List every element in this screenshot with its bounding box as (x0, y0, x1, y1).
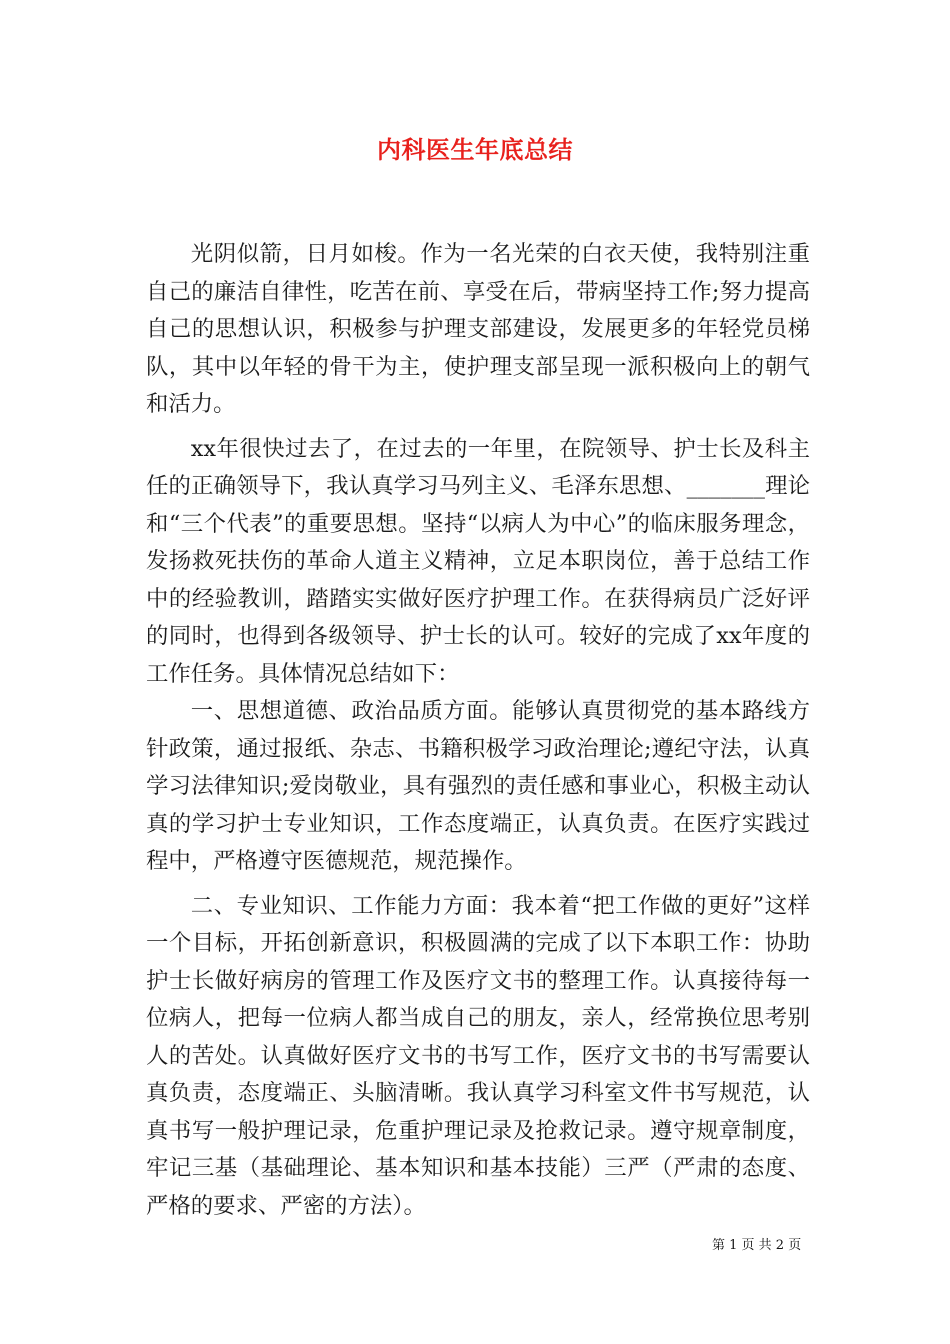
paragraph-section-two: 二、专业知识、工作能力方面：我本着“把工作做的更好”这样一个目标，开拓创新意识，积极圆满的完成了以下本职工作：协助护士长做好病房的管理工作及医疗文书的整理工作。认真接待每一位病人，把每一位病人都当成自己的朋友，亲人，经常换位思考别人的苦处。认真做好医疗文书的书写工作，医疗文书的书写需要认真负责，态度端正、头脑清晰。我认真学习科室文件书写规范，认真书写一般护理记录，危重护理记录及抢救记录。遵守规章制度，牢记三基（基础理论、基本知识和基本技能）三严（严肃的态度、严格的要求、严密的方法）。 (146, 892, 810, 1219)
paragraph-section-one: 一、思想道德、政治品质方面。能够认真贯彻党的基本路线方针政策，通过报纸、杂志、书籍积极学习政治理论;遵纪守法，认真学习法律知识;爱岗敬业，具有强烈的责任感和事业心，积极主动认真的学习护士专业知识，工作态度端正，认真负责。在医疗实践过程中，严格遵守医德规范，规范操作。 (146, 698, 810, 874)
paragraph-overview: xx年很快过去了，在过去的一年里，在院领导、护士长及科主任的正确领导下，我认真学习马列主义、毛泽东思想、_______理论和“三个代表”的重要思想。坚持“以病人为中心”的临床服务理念，发扬救死扶伤的革命人道主义精神，立足本职岗位，善于总结工作中的经验教训，踏踏实实做好医疗护理工作。在获得病员广泛好评的同时，也得到各级领导、护士长的认可。较好的完成了xx年度的工作任务。具体情况总结如下： (146, 435, 810, 687)
document-body (146, 236, 810, 1225)
page-title: 内科医生年底总结 (377, 136, 573, 164)
page-number-footer: 第 1 页 共 2 页 (712, 1238, 802, 1253)
paragraph-intro: 光阴似箭，日月如梭。作为一名光荣的白衣天使，我特别注重自己的廉洁自律性，吃苦在前、享受在后，带病坚持工作;努力提高自己的思想认识，积极参与护理支部建设，发展更多的年轻党员梯队，其中以年轻的骨干为主，使护理支部呈现一派积极向上的朝气和活力。 (146, 241, 810, 417)
